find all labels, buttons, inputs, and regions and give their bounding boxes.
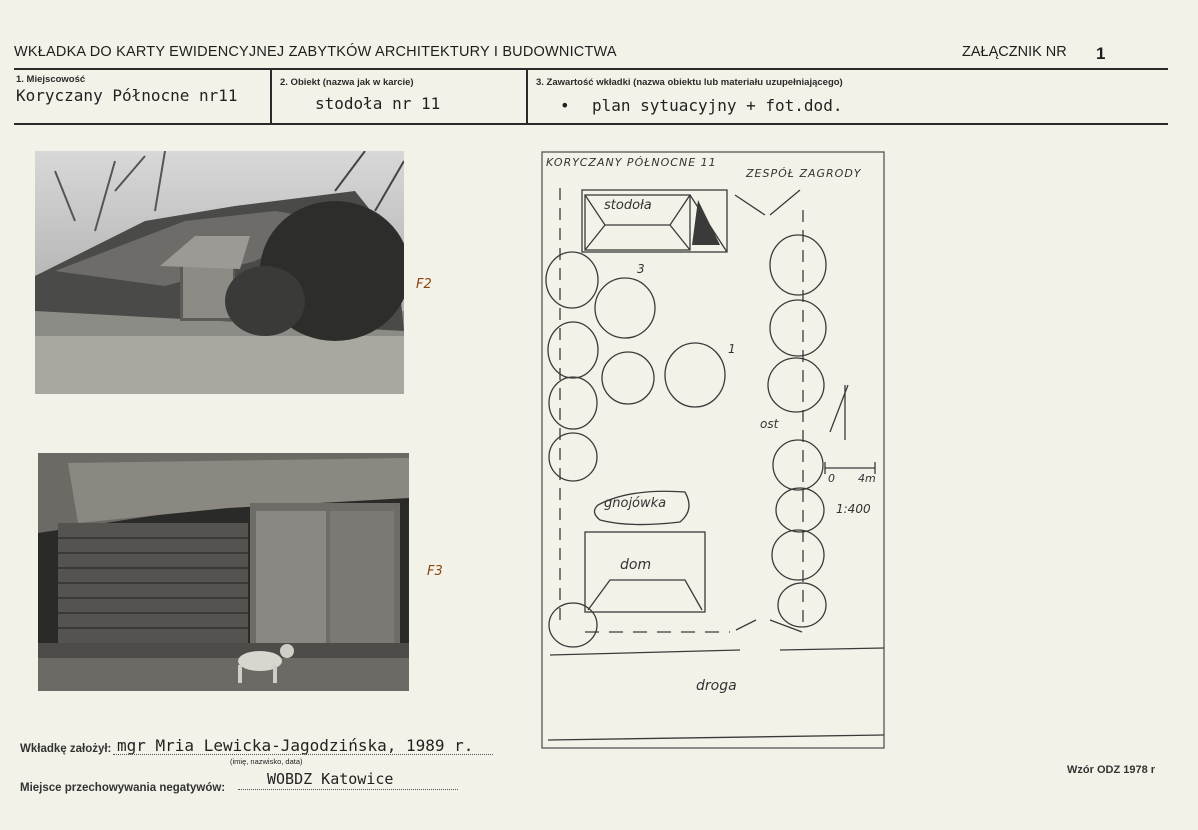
scale-zero: 0 — [828, 472, 835, 485]
scale-4m: 4m — [858, 472, 876, 485]
label-stodola: stodoła — [604, 198, 652, 213]
attachment-label: ZAŁĄCZNIK NR — [962, 44, 1067, 60]
photo-barn-f2 — [35, 151, 404, 394]
plan-title-right: ZESPÓŁ ZAGRODY — [746, 167, 862, 180]
label-ost: ost — [760, 417, 779, 431]
form-template-number: Wzór ODZ 1978 r — [1067, 764, 1156, 776]
photo-2-label: F3 — [427, 564, 443, 579]
top-rule — [14, 68, 1168, 70]
field-3-value: plan sytuacyjny + fot.dod. — [592, 96, 843, 115]
label-gnojowka: gnojówka — [604, 496, 667, 511]
storage-label: Miejsce przechowywania negatywów: — [20, 782, 226, 794]
field-divider-1 — [270, 69, 272, 124]
field-3-label: 3. Zawartość wkładki (nazwa obiektu lub materiału uzupełniającego) — [536, 77, 843, 88]
view-marker-3: 3 — [637, 262, 645, 276]
scale-ratio: 1:400 — [836, 502, 871, 516]
view-marker-1: 1 — [728, 342, 736, 356]
site-plan — [540, 150, 890, 752]
label-droga: droga — [696, 678, 737, 694]
storage-underline — [238, 789, 458, 790]
field-2-value: stodoła nr 11 — [315, 94, 441, 113]
label-dom: dom — [620, 557, 652, 573]
form-title: WKŁADKA DO KARTY EWIDENCYJNEJ ZABYTKÓW ARCHITEKTURY I BUDOWNICTWA — [14, 44, 617, 60]
author-value: mgr Mria Lewicka-Jagodzińska, 1989 r. — [117, 736, 474, 755]
plan-title-left: KORYCZANY PÓŁNOCNE 11 — [546, 156, 717, 169]
author-underline — [113, 754, 493, 755]
storage-value: WOBDZ Katowice — [267, 770, 394, 788]
photo-barn-f3 — [38, 453, 409, 691]
field-3-bullet: • — [560, 96, 570, 115]
field-2-label: 2. Obiekt (nazwa jak w karcie) — [280, 77, 414, 88]
field-1-value: Koryczany Północne nr11 — [16, 86, 238, 105]
bottom-rule — [14, 123, 1168, 125]
author-label: Wkładkę założył: — [20, 743, 112, 755]
author-sublabel: (imię, nazwisko, data) — [230, 757, 303, 766]
photo-1-label: F2 — [416, 277, 432, 292]
field-divider-2 — [526, 69, 528, 124]
field-1-label: 1. Miejscowość — [16, 74, 86, 85]
attachment-number: 1 — [1096, 44, 1106, 63]
